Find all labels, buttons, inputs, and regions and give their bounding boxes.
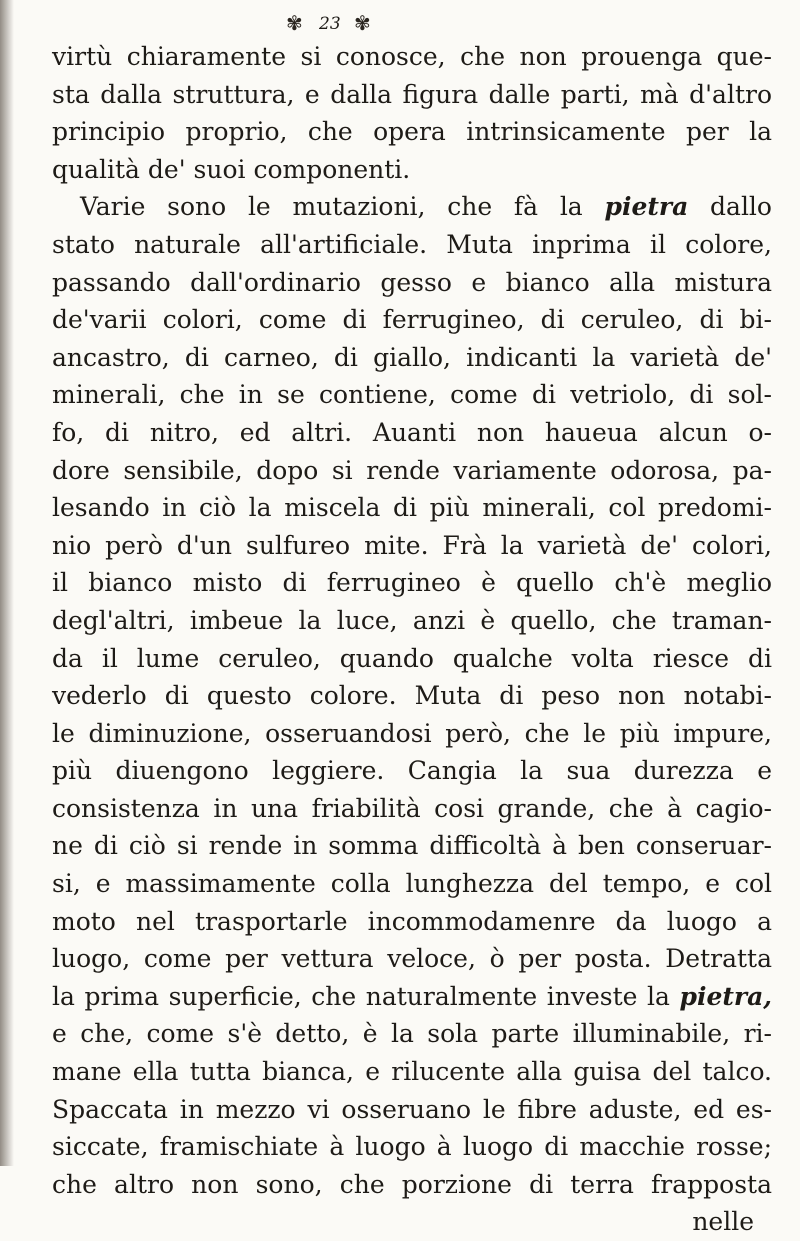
catchword: nelle: [692, 1207, 754, 1237]
text-line: il bianco misto di ferrugineo è quello ch'è meglio: [52, 568, 772, 598]
text-line: Varie sono le mutazioni, che fà la pietra dallo: [80, 192, 772, 222]
text-line: lesando in ciò la miscela di più minerali, col predomi-: [52, 493, 772, 523]
text-line: sta dalla struttura, e dalla figura dalle parti, mà d'altro: [52, 79, 772, 109]
text-line: stato naturale all'artificiale. Muta inprima il colore,: [52, 229, 772, 259]
text-line: più diuengono leggiere. Cangia la sua durezza e: [52, 756, 772, 786]
text-line: dore sensibile, dopo si rende variamente odorosa, pa-: [52, 455, 772, 485]
text-line: vederlo di questo colore. Muta di peso non notabi-: [52, 681, 772, 711]
text-line: si, e massimamente colla lunghezza del tempo, e col: [52, 869, 772, 899]
flower-ornament-icon: ✾: [286, 11, 303, 35]
text-line: fo, di nitro, ed altri. Auanti non haueua alcun o-: [52, 417, 772, 447]
text-line: moto nel trasportarle incommodamenre da luogo a: [52, 906, 772, 936]
italic-word: pietra,: [679, 981, 772, 1011]
text-line: principio proprio, che opera intrinsicamente per la: [52, 117, 772, 147]
text-line: le diminuzione, osseruandosi però, che le più impure,: [52, 718, 772, 748]
text-line: minerali, che in se contiene, come di vetriolo, di sol-: [52, 380, 772, 410]
body-text: [52, 38, 772, 1241]
page-edge-shadow: [0, 0, 14, 1166]
text-line: de'varii colori, come di ferrugineo, di ceruleo, di bi-: [52, 305, 772, 335]
text-line: luogo, come per vettura veloce, ò per posta. Detratta: [52, 944, 772, 974]
text-line: consistenza in una friabilità cosi grande, che à cagio-: [52, 793, 772, 823]
text-line: ancastro, di carneo, di giallo, indicanti la varietà de': [52, 342, 772, 372]
text-line: che altro non sono, che porzione di terra frapposta: [52, 1169, 772, 1199]
page-header: [0, 10, 800, 38]
text-line: qualità de' suoi componenti.: [52, 154, 411, 184]
text-line: degl'altri, imbeue la luce, anzi è quello, che traman-: [52, 605, 772, 635]
text-line: nio però d'un sulfureo mite. Frà la varietà de' colori,: [52, 530, 772, 560]
text-line: siccate, framischiate à luogo à luogo di macchie rosse;: [52, 1132, 772, 1162]
flower-ornament-icon: ✾: [354, 11, 371, 35]
text-line: da il lume ceruleo, quando qualche volta riesce di: [52, 643, 772, 673]
text-line: ne di ciò si rende in somma difficoltà à ben conseruar-: [52, 831, 772, 861]
text-line: e che, come s'è detto, è la sola parte illuminabile, ri-: [52, 1019, 772, 1049]
text-line: mane ella tutta bianca, e rilucente alla guisa del talco.: [52, 1057, 772, 1087]
text-line: virtù chiaramente si conosce, che non prouenga que-: [52, 42, 772, 71]
text-line: la prima superficie, che naturalmente investe la pietra,: [52, 981, 772, 1011]
italic-word: pietra: [604, 192, 689, 222]
page-number: 23: [319, 14, 341, 34]
text-line: passando dall'ordinario gesso e bianco alla mistura: [52, 267, 772, 297]
text-line: Spaccata in mezzo vi osseruano le fibre aduste, ed es-: [52, 1094, 772, 1124]
